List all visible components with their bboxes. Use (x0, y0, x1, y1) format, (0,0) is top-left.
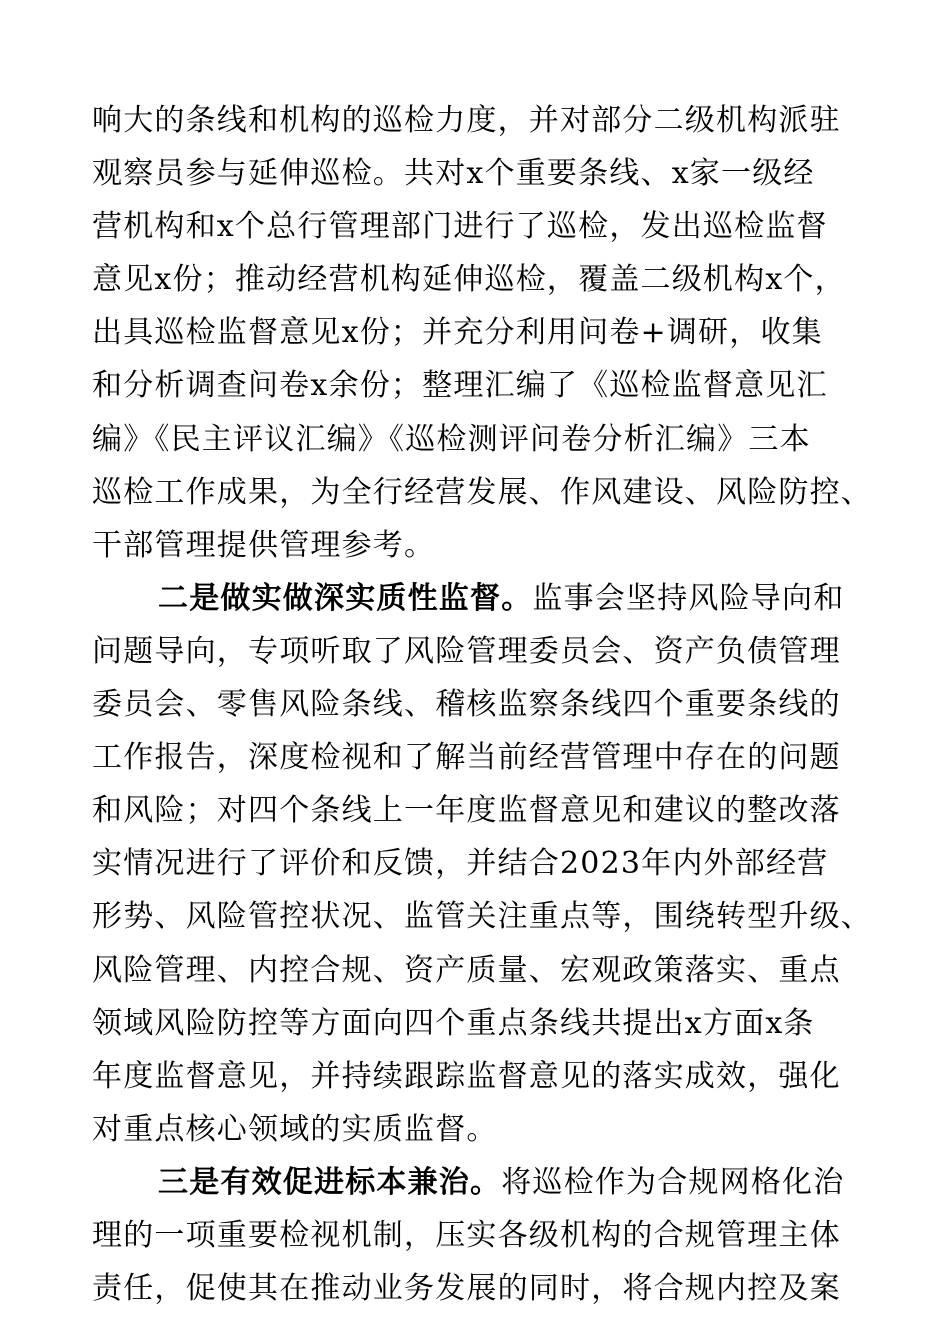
paragraph-heading: 二是做实做深实质性监督。 (158, 580, 533, 616)
text-line: 营机构和x个总行管理部门进行了巡检，发出巡检监督 (92, 209, 828, 245)
text-line: 实情况进行了评价和反馈，并结合2023年内外部经营 (92, 846, 829, 882)
text-line: 领域风险防控等方面向四个重点条线共提出x方面x条 (92, 1005, 815, 1041)
text-line: 观察员参与延伸巡检。共对x个重要条线、x家一级经 (92, 156, 815, 192)
paragraph-first-line (92, 1156, 892, 1209)
text-line: 和风险；对四个条线上一年度监督意见和建议的整改落 (92, 793, 841, 829)
text-line: 问题导向，专项听取了风险管理委员会、资产负债管理 (92, 633, 841, 669)
paragraph-heading: 三是有效促进标本兼治。 (158, 1164, 502, 1200)
paragraph-governance (92, 1156, 892, 1315)
text-line: 委员会、零售风险条线、稽核监察条线四个重要条线的 (92, 687, 841, 723)
text-line: 巡检工作成果，为全行经营发展、作风建设、风险防控、 (92, 474, 872, 510)
text-line: 形势、风险管控状况、监管关注重点等，围绕转型升级、 (92, 899, 872, 935)
paragraph-supervision (92, 572, 892, 1156)
text-line: 年度监督意见，并持续跟踪监督意见的落实成效，强化 (92, 1058, 841, 1094)
paragraph-lead-text: 将巡检作为合规网格化治 (501, 1164, 845, 1200)
text-line: 意见x份；推动经营机构延伸巡检，覆盖二级机构x个， (92, 262, 846, 298)
paragraph-lead-text: 监事会坚持风险导向和 (532, 580, 845, 616)
text-line: 对重点核心领域的实质监督。 (92, 1111, 498, 1147)
paragraph-first-line (92, 572, 892, 625)
text-line: 出具巡检监督意见x份；并充分利用问卷+调研，收集 (92, 315, 823, 351)
text-line: 编》《民主评议汇编》《巡检测评问卷分析汇编》三本 (92, 421, 811, 457)
text-line: 和分析调查问卷x余份；整理汇编了《巡检监督意见汇 (92, 368, 828, 404)
text-line: 响大的条线和机构的巡检力度，并对部分二级机构派驻 (92, 103, 841, 138)
text-line: 理的一项重要检视机制，压实各级机构的合规管理主体 (92, 1217, 841, 1253)
paragraph-continuation (92, 94, 892, 572)
document-body (92, 94, 892, 1315)
text-line: 责任，促使其在推动业务发展的同时，将合规内控及案 (92, 1271, 841, 1307)
text-line: 风险管理、内控合规、资产质量、宏观政策落实、重点 (92, 952, 841, 988)
text-line: 干部管理提供管理参考。 (92, 527, 436, 563)
text-line: 工作报告，深度检视和了解当前经营管理中存在的问题 (92, 740, 841, 776)
